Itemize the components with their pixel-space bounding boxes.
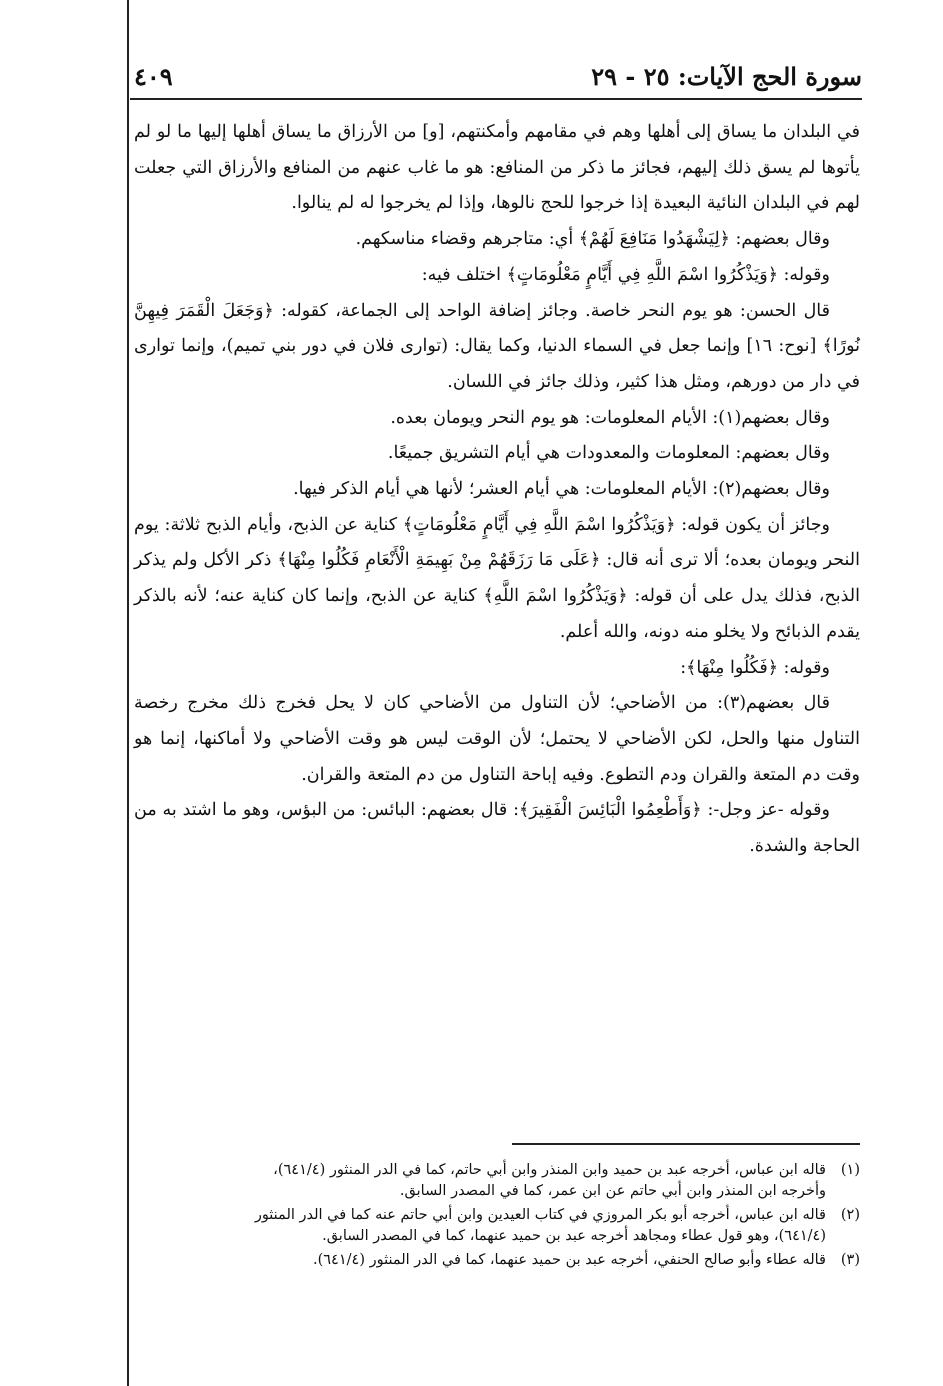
footnote-separator [512, 1143, 860, 1145]
paragraph: وقوله: ﴿وَيَذْكُرُوا اسْمَ اللَّهِ فِي أَيَّامٍ مَعْلُومَاتٍ﴾ اختلف فيه: [421, 264, 830, 285]
paragraph: قال الحسن: هو يوم النحر خاصة. وجائز إضافة الواحد إلى الجماعة، كقوله: ﴿وَجَعَلَ الْقَمَرَ فِيهِنَّ نُورًا﴾ [نوح: ١٦] وإنما جعل في السماء الدنيا، وكما يقال: (توارى فلان في دور بني تميم)، وإنما توارى في دار من دورهم، ومثل هذا كثير، وذلك جائز في اللسان. [134, 300, 860, 392]
footnote-number: (١) [840, 1162, 860, 1178]
paragraph: وجائز أن يكون قوله: ﴿وَيَذْكُرُوا اسْمَ اللَّهِ فِي أَيَّامٍ مَعْلُومَاتٍ﴾ كناية عن الذبح، وأيام الذبح ثلاثة: يوم النحر ويومان بعده؛ ألا ترى أنه قال: ﴿عَلَى مَا رَزَقَهُمْ مِنْ بَهِيمَةِ الْأَنْعَامِ فَكُلُوا مِنْهَا﴾ ذكر الأكل ولم يذكر الذبح، فذلك يدل على أن قوله: ﴿وَيَذْكُرُوا اسْمَ اللَّهِ﴾ كناية عن الذبح، وإنما كان كناية عنه؛ لأنه بالذكر يقدم الذبائح ولا يخلو منه دونه، والله أعلم. [134, 514, 860, 642]
paragraph: وقال بعضهم(٢): الأيام المعلومات: هي أيام العشر؛ لأنها هي أيام الذكر فيها. [293, 479, 830, 500]
paragraph: في البلدان ما يساق إلى أهلها وهم في مقامهم وأمكنتهم، [و] من الأرزاق ما يساق أهلها إليها ما لو لم يأتوها لم يسق ذلك إليهم، فجائز ما ذكر من المنافع: هو ما غاب عنهم من المنافع والأرزاق التي جعلت لهم في البلدان النائية البعيدة إذا خرجوا للحج نالوها، وإذا لم يخرجوا له لم ينالوا. [134, 122, 860, 214]
footnote-line: قاله ابن عباس، أخرجه أبو بكر المروزي في كتاب العيدين وابن أبي حاتم عنه كما في الدر المنثور [254, 1207, 826, 1223]
footnote-line: قاله عطاء وأبو صالح الحنفي، أخرجه عبد بن حميد عنهما، كما في الدر المنثور (٦٤١/٤). [312, 1252, 826, 1268]
paragraph: وقال بعضهم: ﴿لِيَشْهَدُوا مَنَافِعَ لَهُمْ﴾ أي: متاجرهم وقضاء مناسكهم. [355, 229, 830, 250]
footnote-line: وأخرجه ابن المنذر وابن أبي حاتم عن ابن عمر، كما في المصدر السابق. [399, 1183, 826, 1199]
main-text [134, 115, 860, 865]
paragraph: وقوله: ﴿فَكُلُوا مِنْهَا﴾: [680, 657, 830, 678]
footnote-line: قاله ابن عباس، أخرجه عبد بن حميد وابن المنذر وابن أبي حاتم، كما في الدر المنثور (٦٤١/٤)، [273, 1162, 826, 1178]
footnote [134, 1160, 860, 1202]
page-edge-rule [127, 0, 129, 1386]
footnote-line: (٦٤١/٤)، وهو قول عطاء ومجاهد أخرجه عبد بن حميد عنهما، كما في المصدر السابق. [322, 1228, 826, 1244]
paragraph: قال بعضهم(٣): من الأضاحي؛ لأن التناول من الأضاحي كان لا يحل فخرج ذلك مخرج رخصة التناول منها والحل، لكن الأضاحي لا يحتمل؛ لأن الوقت ليس هو وقت الأضاحي ولا أماكنها، إنما هو وقت دم المتعة والقران ودم التطوع. وفيه إباحة التناول من دم المتعة والقران. [134, 693, 860, 785]
footnote [134, 1250, 860, 1271]
running-header [130, 58, 862, 98]
paragraph: وقوله -عز وجل-: ﴿وَأَطْعِمُوا الْبَائِسَ الْفَقِيرَ﴾: قال بعضهم: البائس: من البؤس، وهو ما اشتد به من الحاجة والشدة. [134, 800, 860, 857]
footnote-number: (٢) [840, 1207, 860, 1223]
header-rule [130, 98, 862, 100]
footnote [134, 1205, 860, 1247]
paragraph: وقال بعضهم: المعلومات والمعدودات هي أيام التشريق جميعًا. [387, 443, 830, 464]
surah-title: سورة الحج الآيات: ٢٥ - ٢٩ [591, 62, 862, 91]
paragraph: وقال بعضهم(١): الأيام المعلومات: هو يوم النحر ويومان بعده. [390, 407, 830, 428]
footnotes [134, 1160, 860, 1274]
footnote-number: (٣) [840, 1252, 860, 1268]
page-number: ٤٠٩ [134, 62, 173, 91]
